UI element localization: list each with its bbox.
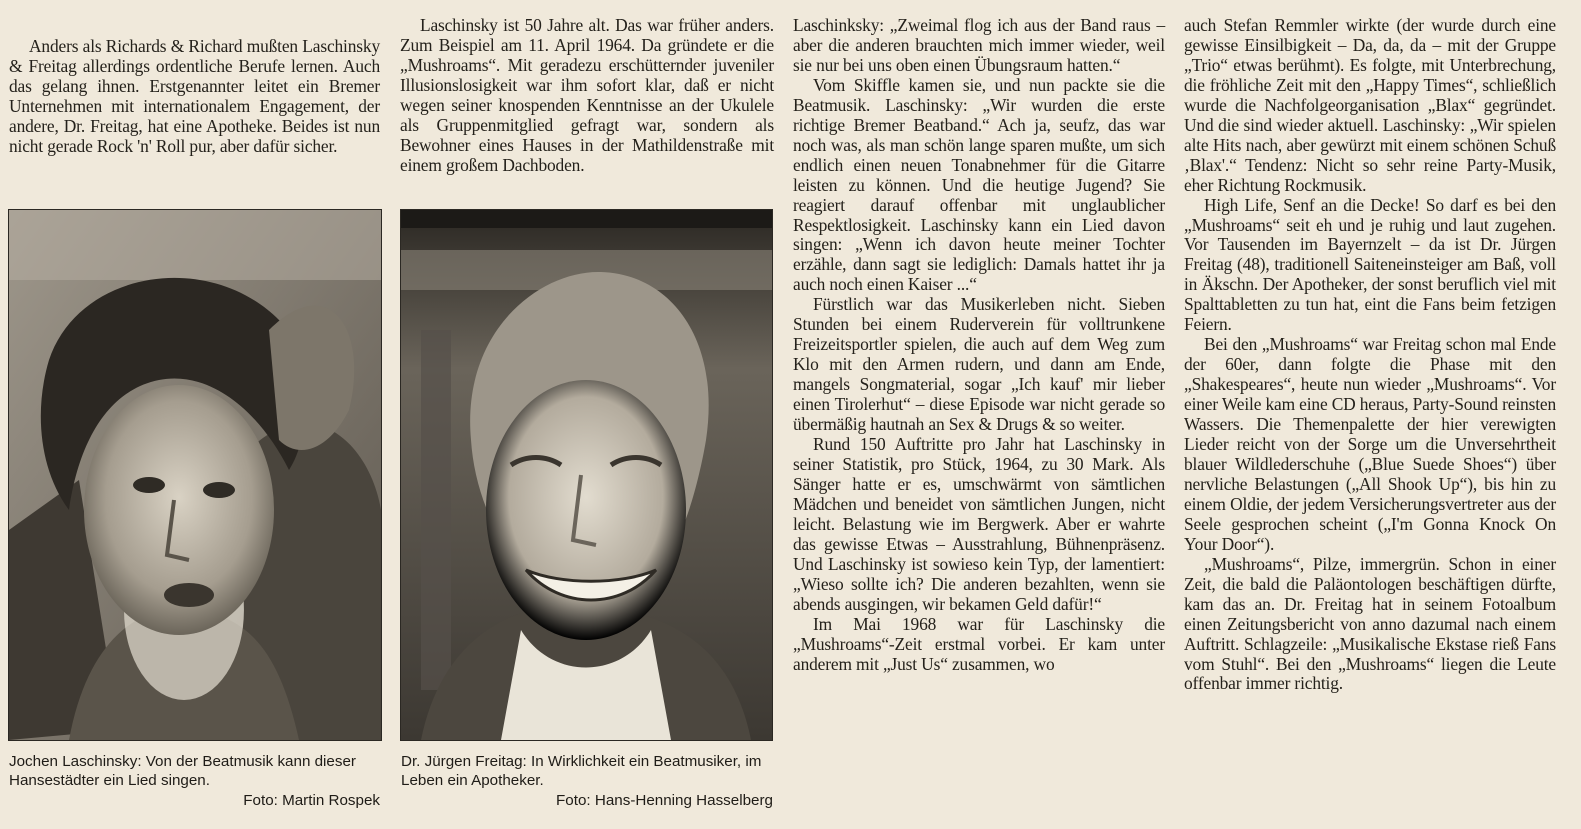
photo-caption-1: Jochen Laschinsky: Von der Beatmusik kann dieser Hansestädter ein Lied singen. xyxy=(9,753,356,789)
photo-caption-2: Dr. Jürgen Freitag: In Wirklichkeit ein Beatmusiker, im Leben ein Apotheker. xyxy=(401,753,762,789)
column-4-paragraph: auch Stefan Remmler wirkte (der wurde durch eine gewisse Einsilbigkeit – Da, da, da – mit der Gruppe „Trio“ etwas berühmt). Es folgte, mit Unterbrechung, die fröhliche Zeit mit den „Happy Times“, schließlich wurde die Nachfolgeorganisation „Blax“ gegründet. Und die sind wieder aktuell. Laschinsky: „Wir spielen alte Hits nach, aber gewürzt mit einem schönen Schuß ‚Blax'.“ Tendenz: Nicht so sehr reine Party-Musik, eher Richtung Rockmusik. xyxy=(1184,15,1556,195)
column-1-paragraph: Anders als Richards & Richard mußten Laschinsky & Freitag allerdings ordentliche Berufe lernen. Auch das gelang ihnen. Erstgenannter leitet ein Bremer Unternehmen mit internationalem Engagement, der andere, Dr. Freitag, hat eine Apotheke. Beides ist nun nicht gerade Rock 'n' Roll pur, aber dafür sicher. xyxy=(9,36,380,156)
column-3-paragraph: Fürstlich war das Musikerleben nicht. Sieben Stunden bei einem Ruderverein für volltrunkene Freizeitsportler spielen, die auch auf dem Weg zum Klo mit den Armen rudern, und dann am Ende, mangels Songmaterial, sogar „Ich kauf' mir lieber einen Tirolerhut“ – diese Episode war nicht gerade so übermäßig hautnah an Sex & Drugs & so weiter. xyxy=(793,294,1165,435)
column-4-paragraph: High Life, Senf an die Decke! So darf es bei den „Mushroams“ seit eh und je ruhig und laut zugehen. Vor Tausenden im Bayernzelt – da ist Dr. Jürgen Freitag (48), traditionell Saiteneinsteiger am Baß, voll in Äkschn. Der Apotheker, der sonst beruflich viel mit Spalttabletten zu tun hat, eint die Fans beim fetzigen Feiern. xyxy=(1184,194,1556,335)
column-3-paragraph: Rund 150 Auftritte pro Jahr hat Laschinsky in seiner Statistik, pro Stück, 1964, zu 30 Mark. Als Sänger hatte er es, umschwärmt von sämtlichen Mädchen und beneidet von sämtlichen Jungen, nicht leicht. Belastung wie im Bergwerk. Aber er wahrte das gewisse Etwas – Ausstrahlung, Bühnenpräsenz. Und Laschinsky ist sowieso kein Typ, der lamentiert: „Wieso sollte ich? Die anderen bezahlten, wenn sie abends ausgingen, wir bekamen Geld dafür!“ xyxy=(793,434,1165,614)
photo-credit-2: Foto: Hans-Henning Hasselberg xyxy=(556,792,773,809)
column-3-paragraph: Vom Skiffle kamen sie, und nun packte sie die Beatmusik. Laschinsky: „Wir wurden die erste richtige Bremer Beatband.“ Ach ja, seufz, das war noch was, als man schön lange sparen mußte, um sich endlich einen neuen Tonabnehmer für die Gitarre leisten zu können. Und die heutige Jugend? Sie reagiert darauf offenbar mit unglaublicher Respektlosigkeit. Laschinsky kann ein Lied davon singen: „Wenn ich davon heute meiner Tochter erzähle, dann sagt sie lediglich: Damals hattet ihr ja auch noch einen Kaiser ...“ xyxy=(793,74,1165,295)
column-3-paragraph: Im Mai 1968 war für Laschinsky die „Mushroams“-Zeit erstmal vorbei. Er kam unter anderem mit „Just Us“ zusammen, wo xyxy=(793,613,1165,674)
article-column-2 xyxy=(400,16,774,176)
article-column-1 xyxy=(9,37,380,157)
article-column-4 xyxy=(1184,16,1556,694)
column-4-paragraph: Bei den „Mushroams“ war Freitag schon mal Ende der 60er, dann folgte die Phase mit den „Shakespeares“, heute nun wieder „Mushroams“. Vor einer Weile kam eine CD heraus, Party-Sound reinsten Wassers. Die Themenpalette der hier verewigten Lieder reicht von der Sorge um die Unversehrtheit blauer Wildlederschuhe („Blue Suede Shoes“) über nervliche Belastungen („All Shook Up“), bis hin zu einem Oldie, der jedem Versicherungsvertreter aus der Seele gesprochen scheint („I'm Gonna Knock On Your Door“). xyxy=(1184,334,1556,554)
column-2-paragraph: Laschinsky ist 50 Jahre alt. Das war früher anders. Zum Beispiel am 11. April 1964. Da gründete er die „Mushroams“. Mit geradezu erschütternder juveniler Illusionslosigkeit war ihm sofort klar, daß er nicht wegen seiner knospenden Kenntnisse an der Ukulele als Gruppenmitglied gefragt war, sondern als Bewohner eines Hauses in der Mathildenstraße mit einem großem Dachboden. xyxy=(400,15,774,175)
photo-freitag xyxy=(400,209,773,741)
photo-credit-1: Foto: Martin Rospek xyxy=(243,792,380,809)
column-3-paragraph: Laschinksky: „Zweimal flog ich aus der Band raus – aber die anderen brauchten mich immer wieder, weil sie nur bei uns oben einen Übungsraum hatten.“ xyxy=(793,15,1165,75)
photo-laschinsky xyxy=(8,209,382,741)
column-4-paragraph: „Mushroams“, Pilze, immergrün. Schon in einer Zeit, die bald die Paläontologen beschäftigen dürfte, kam das an. Dr. Freitag hat in seinem Fotoalbum einen Zeitungsbericht von anno dazumal nach einem Auftritt. Schlagzeile: „Musikalische Ekstase rieß Fans vom Stuhl“. Bei den „Mushroams“ liegen die Leute offenbar immer richtig. xyxy=(1184,553,1556,694)
article-column-3 xyxy=(793,16,1165,674)
